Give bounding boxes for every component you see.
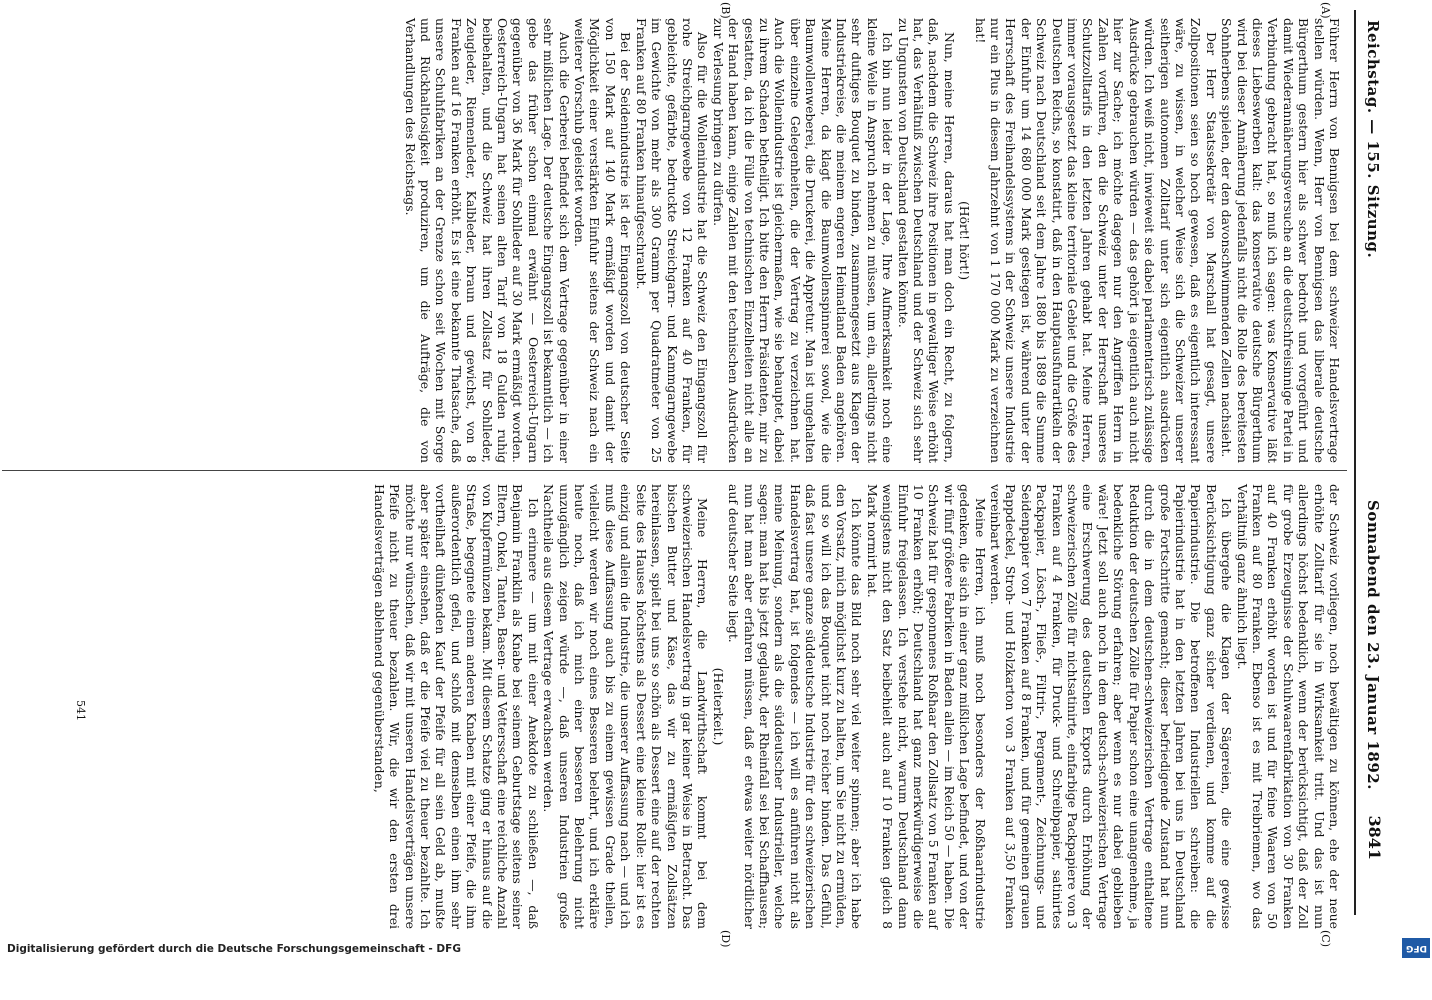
paragraph: Führer Herrn von Bennigsen bei dem schweizer Handelsvertrage stellen würden. Wenn, Herr von Bennigsen das liberale deutsche Bürgerthum gestern hier als schwer bedroht und vorgeführt und damit Wiederannäherungsversuche an die deutschfreisinnige Partei in Verbindung gebracht hat, so muß ich sagen: was Konservative läßt dieses Liebeswerben kalt: das konservative deutsche Bürgerthum wird bei dieser Annäherung jedenfalls nicht die Rolle des bereitesten Sohnherbens spielen, der den davonschwimmenden Zellen nachsieht. — [1219, 18, 1342, 463]
dfg-attribution: Digitalisierung gefördert durch die Deutsche Forschungsgemeinschaft - DFG — [7, 943, 461, 955]
dfg-logo: DFG — [1402, 938, 1430, 958]
header-rule — [1354, 10, 1356, 915]
paragraph: Auch die Gerberei befindet sich dem Vertrage gegenüber in einer sehr mißlichen Lage. Der deutsche Eingangszoll ist bekanntlich — ich gebe das früher schon einmal erwähnt — Oesterreich-Ungarn gegenüber von 36 Mark für Sohlleder auf 30 Mark ermäßigt worden. Oesterreich-Ungarn hat seinen alten Tarif von 18 Gulden ruhig beibehalten, und die Schweiz hat ihren Zollsatz für Sohlleder, Zeugleder, Riemenleder, Kalbleder, braun und gewichst, von 8 Franken auf 16 Franken erhöht. Es ist eine bekannte Thatsache, daß unsere Schuhfabriken an der Grenze schon seit Wochen mit Sorge und Rückhaltlosigkeit produziren, um die Aufträge, die von Verhandlungen des Reichstags. — [402, 18, 572, 463]
paragraph: Bei der Seidenindustrie ist der Eingangszoll von deutscher Seite von 150 Mark auf 140 Mark ermäßigt worden und damit der Möglichkeit einer verstärkten Einfuhr seitens der Schweiz nach ein weiterer Vorschub geleistet worden. — [572, 18, 634, 463]
paragraph: Ich erinnere — um mit einer Anekdote zu schließen —, daß Benjamin Franklin als Knabe bei seinem Geburtstage seitens seiner Eltern, Onkel, Tanten, Basen- und Vettersschaft eine reichliche Anzahl von Kupfermünzen bekam. Mit diesem Schatze ging er hinaus auf die Straße, begegnete einem anderen Knaben mit einer Pfeife, die ihm außerordentlich gefiel, und schloß mit demselben einen ihm sehr vortheilhaft dünkenden Kauf der Pfeife für all sein Geld ab, mußte aber später einsehen, daß er die Pfeife viel zu theuer bezahlte. Ich möchte nur wünschen, daß wir mit unseren Handelsverträgen unsere Pfeife nicht zu theuer bezahlen. Wir, die wir den ersten drei Handelsverträgen ablehnend gegenüberstanden, — [371, 484, 541, 929]
footer-reference-number: 541 — [74, 700, 87, 721]
paragraph: Ich könnte das Bild noch sehr viel weiter spinnen; aber ich habe den Vorsatz, mich möglichst kurz zu halten, um Sie nicht zu ermüden, und so will ich das Bouquet nicht noch reicher binden. Das Gefühl, daß fast unsere ganze süddeutsche Industrie für den schweizerischen Handelsvertrag hat, ist folgendes — ich will es anführen nicht als meine Meinung, sondern als die süddeutscher Industrieller, welche sagen: man hat bis jetzt geglaubt, der Rheinfall sei bei Schaffhausen; nun hat man aber erfahren müssen, daß er etwas weiter nördlicher auf deutscher Seite liegt. — [726, 484, 865, 929]
paragraph: der Schweiz vorliegen, noch bewältigen zu können, ehe der neue erhöhte Zolltarif für sie in Wirksamkeit tritt. Und das ist nun allerdings höchst bedenklich, wenn der berücksichtigt, daß der Zoll für grobe Erzeugnisse der Schuhwaarenfabrikation von 30 Franken auf 40 Franken erhöht worden ist und für feine Waaren von 50 Franken auf 80 Franken. Ebenso ist es mit Treibriemen, wo das Verhältniß ganz ähnlich liegt. — [1234, 484, 1342, 929]
paragraph: Meine Herren, die Landwirthschaft kommt bei dem schweizerischen Handelsvertrag in gar keiner Weise in Betracht. Das bischen Butter und Käse, das wir zu ermäßigten Zollsätzen hereinlassen, spielt bei uns so schön als Dessert eine auf der rechten Seite des Hauses höchstens als Dessert eine kleine Rolle: hier ist es einzig und allein die Industrie, die unserer Auffassung nach — und ich muß diese Auffassung auch bis zu einem gewissen Grade theilen, vielleicht werden wir noch eines Besseren belehrt, und ich erkläre heute noch, daß ich mich einer besseren Belehrung nicht unzugänglich zeigen würde —, daß unseren Industrien große Nachtheile aus diesem Vertrage erwachsen werden. — [541, 484, 711, 929]
margin-marker-d: (D) — [719, 930, 732, 948]
margin-marker-b: (B) — [719, 2, 732, 19]
column-divider — [2, 470, 1347, 471]
running-head-right: Sonnabend den 23. Januar 1892. — [1364, 500, 1382, 790]
margin-marker-a: (A) — [1319, 2, 1332, 19]
paragraph: Ich übergehe die Klagen der Sägereien, die eine gewisse Berücksichtigung ganz sicher verdienen, und komme auf die Papierindustrie. Die betroffenen Industriellen schreiben: die Papierindustrie hat in den letzten Jahren bei uns in Deutschland große Fortschritte gemacht; dieser befriedigende Zustand hat nun durch die in dem deutschen-schweizerischen Vertrage enthaltene Reduktion der deutschen Zölle für Papier schon eine unangenehme, ja bedenkliche Störung erfahren; aber wenn es nur dabei geblieben wäre! Jetzt soll auch noch in dem deutsch-schweizerischen Vertrage eine Erschwerung des deutschen Exports durch Erhöhung der schweizerischen Zölle für nichtsatinirte, einfarbige Packpapiere von 3 Franken auf 4 Franken, für Druck- und Schreibpapier, satinirtes Packpapier, Lösch-, Fließ-, Filtrir-, Pergament-, Zeichnungs- und Seidenpapier von 7 Franken auf 8 Franken, und für gemeinen grauen Pappdeckel, Stroh- und Holzkarton von 3 Franken auf 3,50 Franken vereinbart werden. — [988, 484, 1235, 929]
running-head-left: Reichstag. — 155. Sitzung. — [1364, 20, 1382, 259]
paragraph: Der Herr Staatssekretär von Marschall hat gesagt, unsere Zollpositionen seien so hoch gewesen, daß es eigentlich interessant wäre, zu wissen, in welcher Weise sich die Schweizer unserer seitherigen autonomen Zolltarif unter sich eigentlich ausdrücken würden. Ich weiß nicht, inwieweit sie dabei parlamentarisch zulässige Ausdrücke gebrauchen würden — das gehört ja eigentlich auch nicht hier zur Sache; ich möchte dagegen nur den Angriffen Herrn in Zahlen vorführen, den die Schweiz unter der Herrschaft unseres Schutzzolltarifs in den letzten Jahren gehabt hat. Meine Herren, immer vorausgesetzt das kleine territoriale Gebiet und die Größe des Deutschen Reichs, so konstatirt, daß in den Hauptausfuhrartikeln der Schweiz nach Deutschland seit dem Jahre 1880 bis 1889 die Summe der Einfuhr um 14 680 000 Mark gestiegen ist, während unter der Herrschaft des Freihandelssystems in der Schweiz unsere Industrie nur ein Plus in diesem Jahrzehnt von 1 170 000 Mark zu verzeichnen hat! — [972, 18, 1219, 463]
paragraph: Ich bin nun leider in der Lage, Ihre Aufmerksamkeit noch eine kleine Weile in Anspruch nehmen zu müssen, um ein, allerdings nicht sehr duftiges Bouquet zu binden, zusammengesetzt aus Klagen der Industriekreise, die meinem engeren Heimatland Baden angehören. Meine Herren, da klagt die Baumwollenspinnerei sowol, wie die Baumwollenweberei, die Druckerei, die Appretur. Man ist ungehalten über einzelne Gelegenheiten, die der Vertrag zu verzeichnen hat. Auch die Wollenindustrie ist gleichermaßen, wie sie behauptet, dabei zu ihrem Schaden betheiligt. Ich bitte den Herrn Präsidenten, mir zu gestatten, da ich die Fülle von technischen Einzelheiten nicht alle an der Hand haben kann, einige Zahlen mit den technischen Ausdrücken zur Verlesung bringen zu dürfen. — [710, 18, 896, 463]
paragraph: Also für die Wollenindustrie hat die Schweiz den Eingangszoll für rohe Streichgarngewebe von 12 Franken auf 40 Franken, für gebleichte, gefärbte, bedruckte Streichgarn- und Kammgarngewebe im Gewichte von mehr als 300 Gramm per Quadratmeter von 25 Franken auf 80 Franken hinaufgeschraubt. — [633, 18, 711, 463]
left-text-column — [402, 18, 1342, 463]
paragraph: Meine Herren, ich muß noch besonders der Roßhaarindustrie gedenken, die sich in einer ganz mißlichen Lage befindet, und von der wir fünf größere Fabriken in Baden allein — im Reich 50 — haben. Die Schweiz hat für gesponnenes Roßhaar den Zollsatz von 5 Franken auf 10 Franken erhöht; Deutschland hat ganz merkwürdigerweise die Einfuhr freigelassen. Ich verstehe nicht, warum Deutschland dann wenigstens nicht den Satz beibehielt auch auf 10 Franken gleich 8 Mark normirt hat. — [864, 484, 988, 929]
right-text-column — [371, 484, 1342, 929]
interjection: (Hört! hört!) — [957, 200, 973, 281]
paragraph: Nun, meine Herren, daraus hat man doch ein Recht, zu folgern, daß, nachdem die Schweiz ihre Positionen in gewaltiger Weise erhöht hat, das Verhältniß zwischen Deutschland und der Schweiz sich sehr zu Ungunsten von Deutschland gestalten könnte. — [895, 18, 957, 463]
page-number: 3841 — [1365, 815, 1384, 860]
margin-marker-c: (C) — [1319, 930, 1332, 947]
interjection: (Heiterkeit.) — [710, 667, 726, 746]
